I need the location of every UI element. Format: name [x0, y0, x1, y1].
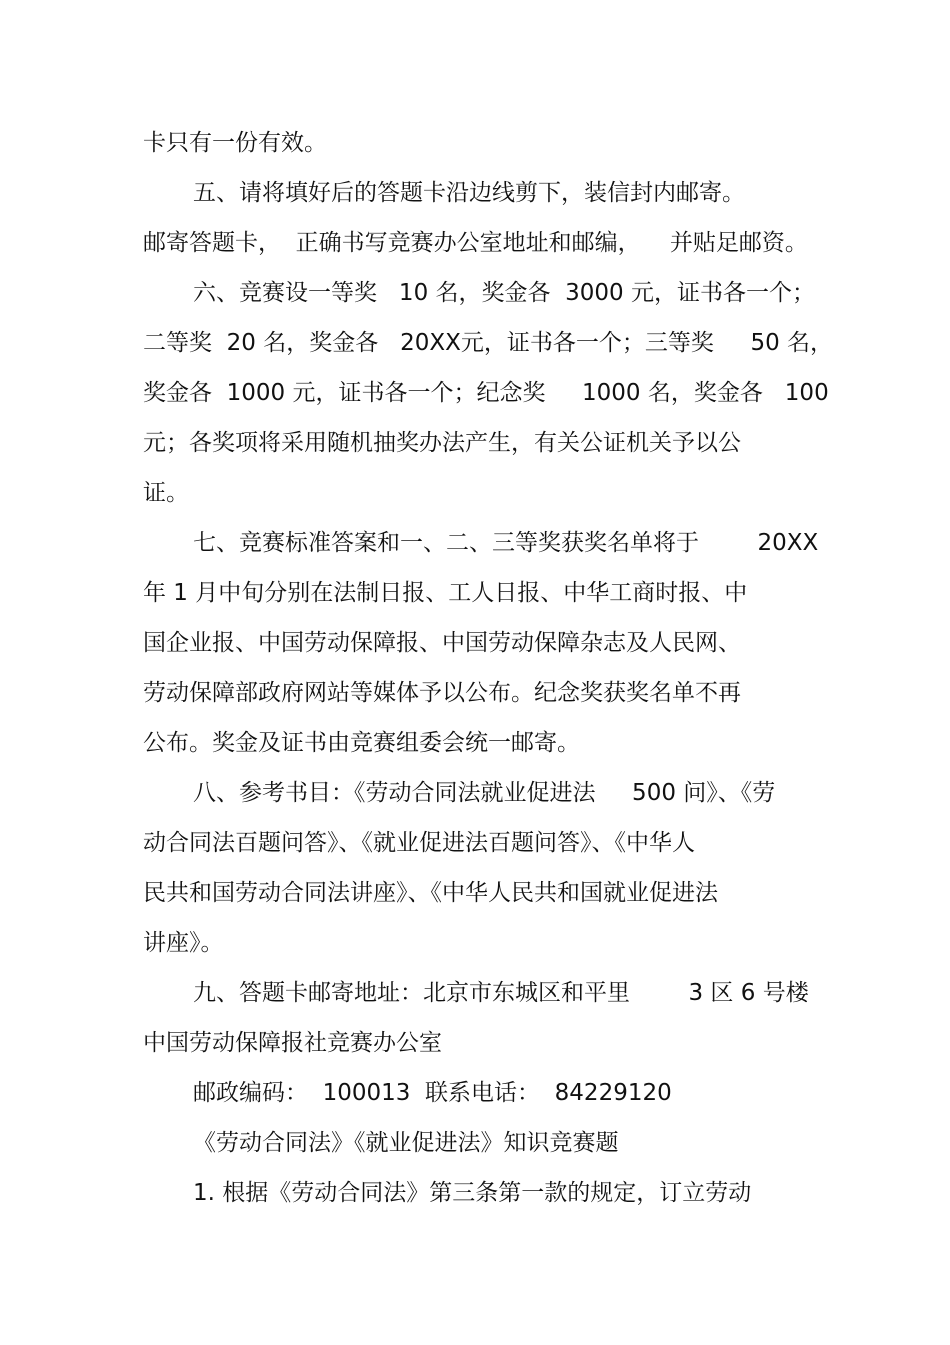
text-line-6: 奖金各 1000 元，证书各一个；纪念奖 1000 名，奖金各 100 [143, 380, 829, 406]
text-line-4: 六、竞赛设一等奖 10 名，奖金各 3000 元，证书各一个； [193, 280, 815, 306]
text-line-10: 年 1 月中旬分别在法制日报、工人日报、中华工商时报、中 [143, 580, 748, 606]
text-line-15: 动合同法百题问答》、《就业促进法百题问答》、《中华人 [143, 830, 695, 856]
text-line-7: 元；各奖项将采用随机抽奖办法产生，有关公证机关予以公 [143, 430, 741, 456]
text-line-8: 证。 [143, 480, 189, 506]
text-line-1: 卡只有一份有效。 [143, 130, 327, 156]
text-line-9: 七、竞赛标准答案和一、二、三等奖获奖名单将于 20XX [193, 530, 819, 556]
text-line-22: 1. 根据《劳动合同法》第三条第一款的规定，订立劳动 [193, 1180, 752, 1206]
text-line-19: 中国劳动保障报社竞赛办公室 [143, 1030, 442, 1056]
text-line-11: 国企业报、中国劳动保障报、中国劳动保障杂志及人民网、 [143, 630, 741, 656]
text-line-16: 民共和国劳动合同法讲座》、《中华人民共和国就业促进法 [143, 880, 718, 906]
text-line-17: 讲座》。 [143, 930, 224, 956]
text-line-2: 五、请将填好后的答题卡沿边线剪下，装信封内邮寄。 [193, 180, 745, 206]
text-line-5: 二等奖 20 名，奖金各 20XX元，证书各一个；三等奖 50 名， [143, 330, 834, 356]
text-line-14: 八、参考书目：《劳动合同法就业促进法 500 问》、《劳 [193, 780, 776, 806]
text-line-21: 《劳动合同法》《就业促进法》知识竞赛题 [193, 1130, 619, 1156]
text-line-12: 劳动保障部政府网站等媒体予以公布。纪念奖获奖名单不再 [143, 680, 741, 706]
text-line-3: 邮寄答题卡， 正确书写竞赛办公室地址和邮编， 并贴足邮资。 [143, 230, 808, 256]
text-line-13: 公布。奖金及证书由竞赛组委会统一邮寄。 [143, 730, 580, 756]
text-line-20: 邮政编码： 100013 联系电话： 84229120 [193, 1080, 672, 1106]
text-line-18: 九、答题卡邮寄地址：北京市东城区和平里 3 区 6 号楼 [193, 980, 809, 1006]
